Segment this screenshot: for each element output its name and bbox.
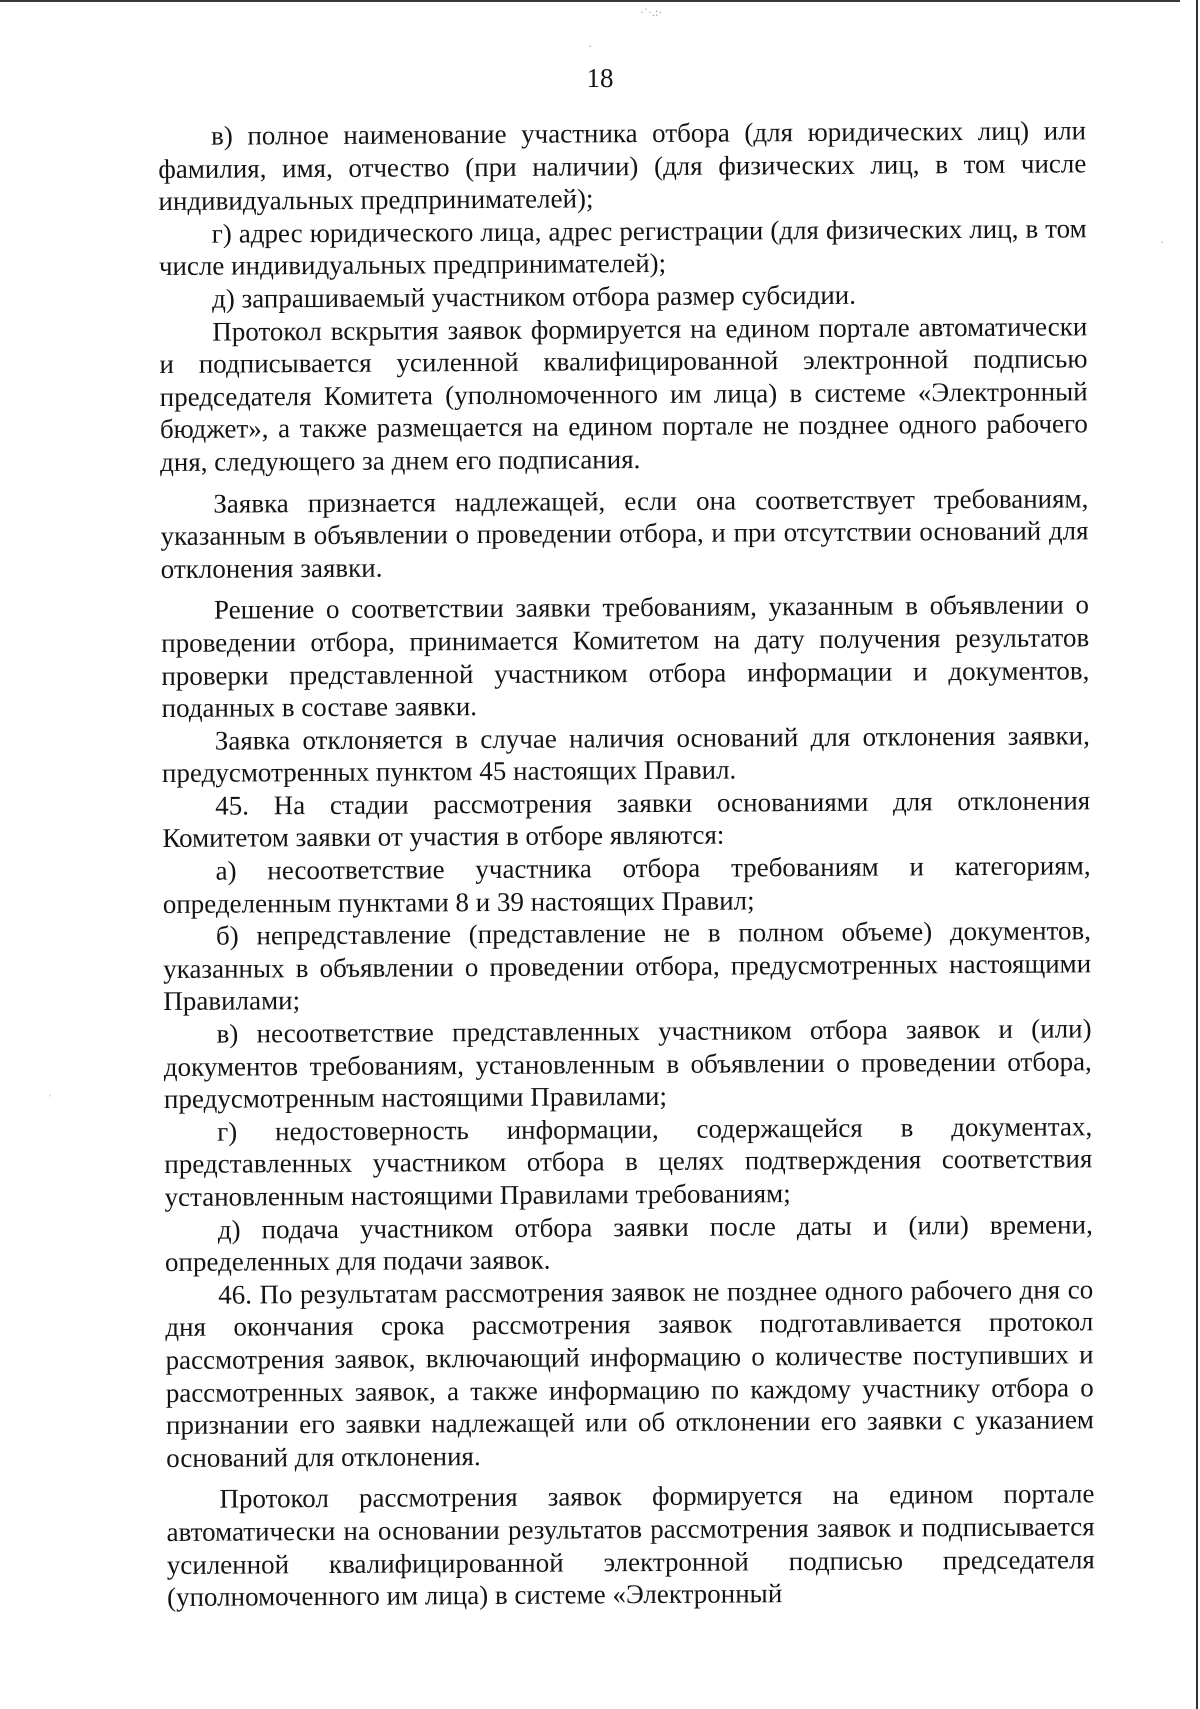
paragraph-clause-46: 46. По результатам рассмотрения заявок не позднее одного рабочего дня со дня окончания срока рассмотрения заявок подготавливается протокол рассмотрения заявок, включающий информацию о количестве поступивших и рассмотренных заявок, а также информацию по каждому участнику отбора о признании его заявки надлежащей или об отклонении его заявки с указанием оснований для отклонения. — [165, 1274, 1095, 1473]
paragraph-clause-45-a: а) несоответствие участника отбора требованиям и категориям, определенным пунктами 8 и 39 настоящих Правил; — [162, 850, 1091, 919]
paragraph-clause-45: 45. На стадии рассмотрения заявки основаниями для отклонения Комитетом заявки от участия в отборе являются: — [162, 785, 1091, 854]
paragraph-item-g: г) адрес юридического лица, адрес регистрации (для физических лиц, в том числе индивидуальных предпринимателей); — [158, 213, 1087, 282]
scan-artifact: · — [588, 39, 592, 53]
paragraph-protocol-review: Протокол рассмотрения заявок формируется на едином портале автоматически на основании результатов рассмотрения заявок и подписывается усиленной квалифицированной электронной подписью председателя (уполномоченного им лица) в системе «Электронный — [166, 1478, 1095, 1613]
paragraph-item-v: в) полное наименование участника отбора (для юридических лиц) или фамилия, имя, отчество (при наличии) (для физических лиц, в том числе индивидуальных предпринимателей); — [158, 115, 1087, 217]
scan-border-top — [0, 0, 1180, 2]
paragraph-compliance-decision: Решение о соответствии заявки требованиям, указанным в объявлении о проведении отбора, принимается Комитетом на дату получения результатов проверки представленной участником отбора информации и документов, поданных в составе заявки. — [161, 589, 1090, 724]
paragraph-application-proper: Заявка признается надлежащей, если она соответствует требованиям, указанным в объявлении о проведении отбора, и при отсутствии оснований для отклонения заявки. — [160, 482, 1089, 584]
paragraph-clause-45-d: д) подача участником отбора заявки после даты и (или) времени, определенных для подачи заявок. — [164, 1208, 1093, 1278]
paragraph-rejection: Заявка отклоняется в случае наличия оснований для отклонения заявки, предусмотренных пунктом 45 настоящих Правил. — [161, 720, 1090, 789]
page-number: 18 — [586, 63, 614, 93]
scan-artifact: · — [1160, 235, 1164, 249]
scan-border-right — [1196, 0, 1198, 1709]
paragraph-item-d: д) запрашиваемый участником отбора размер субсидии. — [212, 279, 857, 314]
paragraph-protocol-opening: Протокол вскрытия заявок формируется на едином портале автоматически и подписывается усиленной квалифицированной электронной подписью председателя Комитета (уполномоченного им лица) в системе «Электронный бюджет», а также размещается на едином портале не позднее одного рабочего дня, следующего за днем его подписания. — [159, 310, 1088, 477]
scan-artifact: ·˙·.:· — [640, 5, 663, 19]
paragraph-clause-45-g: г) недостоверность информации, содержащейся в документах, представленных участником отбора в целях подтверждения соответствия установленным настоящими Правилами требованиям; — [164, 1111, 1093, 1212]
paragraph-clause-45-b: б) непредставление (представление не в полном объеме) документов, указанных в объявлении о проведении отбора, предусмотренных настоящими Правилами; — [163, 915, 1092, 1017]
paragraph-clause-45-v: в) несоответствие представленных участником отбора заявок и (или) документов требованиям, установленным в объявлении о проведении отбора, предусмотренным настоящими Правилами; — [163, 1013, 1092, 1115]
document-body — [158, 114, 1095, 1613]
scan-artifact: ˌ — [48, 1083, 52, 1097]
